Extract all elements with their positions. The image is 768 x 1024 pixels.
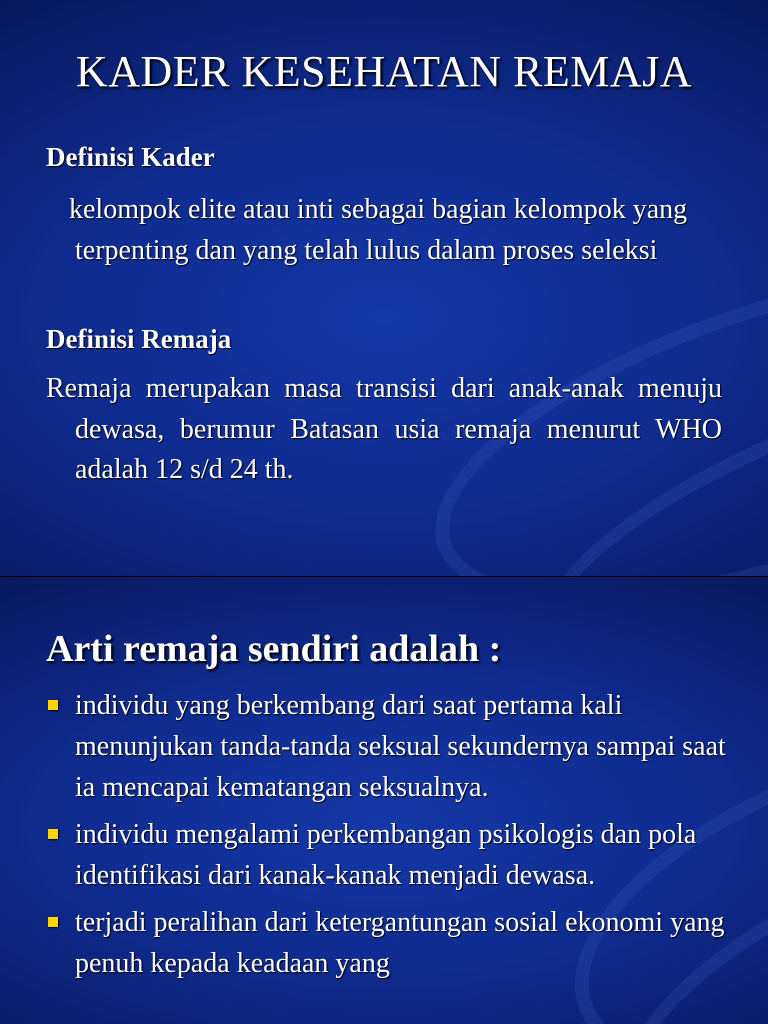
slide-title: KADER KESEHATAN REMAJA <box>75 47 693 96</box>
list-item <box>46 685 736 808</box>
definisi-remaja-text: Remaja merupakan masa transisi dari anak-anak menuju dewasa, berumur Batasan usia remaja menurut WHO adalah 12 s/d 24 th. <box>46 373 722 485</box>
square-bullet-icon <box>48 917 58 927</box>
slide-2 <box>0 577 768 1024</box>
bullet-text: individu yang berkembang dari saat pertama kali menunjukan tanda-tanda seksual sekundernya sampai saat ia mencapai kematangan seksualnya. <box>75 690 726 803</box>
square-bullet-icon <box>48 700 58 710</box>
slide-title: Arti remaja sendiri adalah : <box>46 628 502 670</box>
definisi-kader-text: kelompok elite atau inti sebagai bagian kelompok yang terpenting dan yang telah lulus dalam proses seleksi <box>69 194 688 266</box>
bullet-text: terjadi peralihan dari ketergantungan sosial ekonomi yang penuh kepada keadaan yang <box>75 907 725 979</box>
bullet-text: individu mengalami perkembangan psikologis dan pola identifikasi dari kanak-kanak menjadi dewasa. <box>75 819 697 891</box>
list-item <box>46 902 736 984</box>
list-item <box>46 814 736 896</box>
definisi-remaja-heading: Definisi Remaja <box>46 324 232 354</box>
bullet-list <box>46 685 736 990</box>
square-bullet-icon <box>48 829 58 839</box>
definisi-kader-heading: Definisi Kader <box>46 142 215 172</box>
